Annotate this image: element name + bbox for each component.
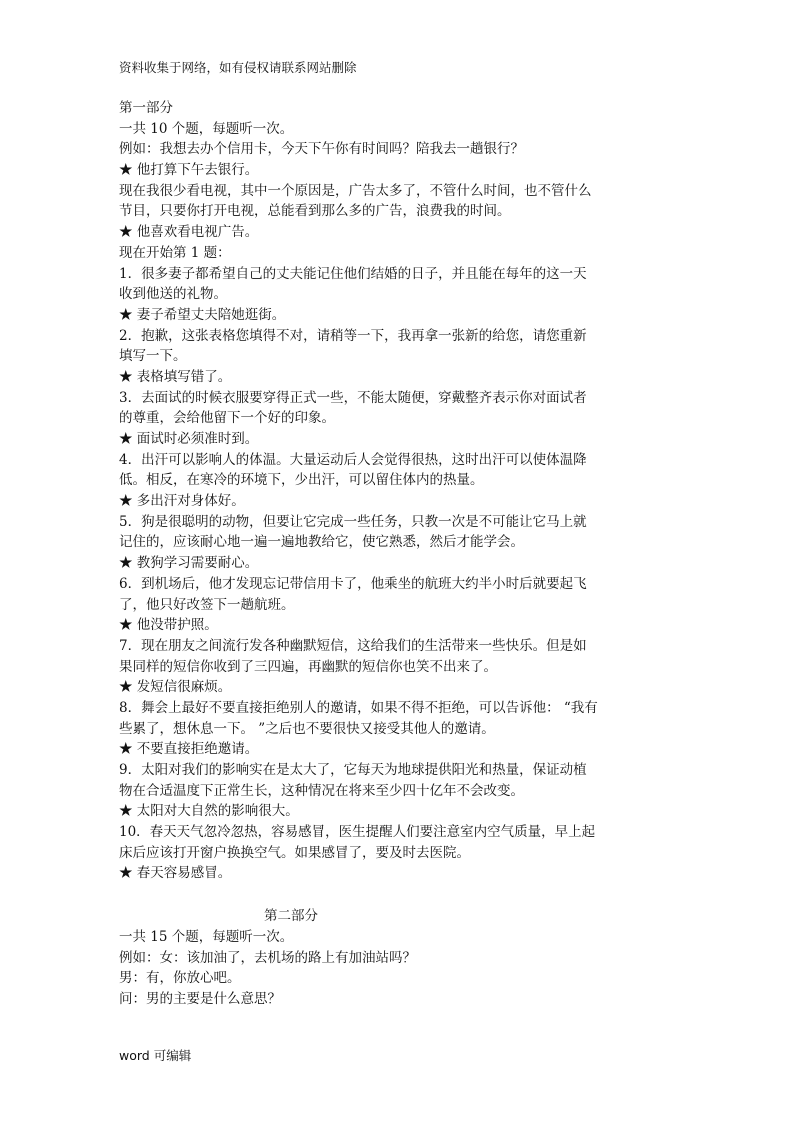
text-line: 一共 15 个题，每题听一次。 <box>119 928 294 945</box>
text-line: 果同样的短信你收到了三四遍，再幽默的短信你也笑不出来了。 <box>119 658 497 675</box>
text-line: 现在开始第 1 题： <box>119 244 231 261</box>
text-line: ★ 表格填写错了。 <box>119 368 232 385</box>
page-header: 资料收集于网络，如有侵权请联系网站删除 <box>119 60 357 75</box>
section-two-title: 第二部分 <box>264 908 318 925</box>
text-line: ★ 多出汗对身体好。 <box>119 493 245 510</box>
text-line: 了，他只好改签下一趟航班。 <box>119 596 295 613</box>
text-line: ★ 他打算下午去银行。 <box>119 162 259 179</box>
part-two <box>119 927 679 1010</box>
text-line: ★ 发短信很麻烦。 <box>119 679 232 696</box>
document-body <box>119 98 679 1010</box>
text-line: ★ 不要直接拒绝邀请。 <box>119 741 259 758</box>
text-line: 第一部分 <box>119 100 173 116</box>
text-line: ★ 春天容易感冒。 <box>119 865 232 882</box>
text-line: ★ 教狗学习需要耐心。 <box>119 555 259 572</box>
text-line: 3．去面试的时候衣服要穿得正式一些，不能太随便，穿戴整齐表示你对面试者 <box>119 389 587 406</box>
text-line: ★ 太阳对大自然的影响很大。 <box>119 803 299 820</box>
text-line: 收到他送的礼物。 <box>119 286 227 303</box>
text-line: ★ 面试时必须准时到。 <box>119 431 259 447</box>
text-line: 例如：女：该加油了，去机场的路上有加油站吗？ <box>119 949 416 966</box>
section-gap <box>119 884 679 906</box>
text-line: 问：男的主要是什么意思？ <box>119 990 281 1007</box>
part-one <box>119 98 679 884</box>
text-line: 4．出汗可以影响人的体温。大量运动后人会觉得很热，这时出汗可以使体温降 <box>119 451 587 468</box>
text-line: 1．很多妻子都希望自己的丈夫能记住他们结婚的日子，并且能在每年的这一天 <box>119 265 587 282</box>
text-line: 一共 10 个题，每题听一次。 <box>119 120 294 137</box>
text-line: 记住的，应该耐心地一遍一遍地教给它，使它熟悉，然后才能学会。 <box>119 534 524 551</box>
text-line: ★ 他喜欢看电视广告。 <box>119 224 259 241</box>
text-line: 低。相反，在寒冷的环境下，少出汗，可以留住体内的热量。 <box>119 472 484 489</box>
text-line: 现在我很少看电视，其中一个原因是，广告太多了，不管什么时间，也不管什么 <box>119 182 592 199</box>
text-line: ★ 妻子希望丈夫陪她逛街。 <box>119 306 286 323</box>
text-line: 7．现在朋友之间流行发各种幽默短信，这给我们的生活带来一些快乐。但是如 <box>119 637 587 654</box>
text-line: ★ 他没带护照。 <box>119 617 218 634</box>
text-line: 9．太阳对我们的影响实在是太大了，它每天为地球提供阳光和热量，保证动植 <box>119 762 587 778</box>
text-line: 节目，只要你打开电视，总能看到那么多的广告，浪费我的时间。 <box>119 203 511 220</box>
text-line: 2．抱歉，这张表格您填得不对，请稍等一下，我再拿一张新的给您，请您重新 <box>119 327 587 344</box>
page-footer: word 可编辑 <box>119 1048 192 1063</box>
text-line: 6．到机场后，他才发现忘记带信用卡了，他乘坐的航班大约半小时后就要起飞 <box>119 575 587 592</box>
text-line: 例如：我想去办个信用卡，今天下午你有时间吗？陪我去一趟银行？ <box>119 141 524 158</box>
text-line: 些累了，想休息一下。 ”之后也不要很快又接受其他人的邀请。 <box>119 720 495 737</box>
text-line: 男：有，你放心吧。 <box>119 970 241 987</box>
text-line: 填写一下。 <box>119 348 187 365</box>
text-line: 床后应该打开窗户换换空气。如果感冒了，要及时去医院。 <box>119 844 470 861</box>
text-line: 物在合适温度下正常生长，这种情况在将来至少四十亿年不会改变。 <box>119 782 524 799</box>
text-line: 5．狗是很聪明的动物，但要让它完成一些任务，只教一次是不可能让它马上就 <box>119 513 587 530</box>
text-line: 8．舞会上最好不要直接拒绝别人的邀请，如果不得不拒绝，可以告诉他： “我有 <box>119 699 598 716</box>
text-line: 的尊重，会给他留下一个好的印象。 <box>119 410 335 427</box>
text-line: 10．春天天气忽冷忽热，容易感冒，医生提醒人们要注意室内空气质量，早上起 <box>119 824 596 841</box>
